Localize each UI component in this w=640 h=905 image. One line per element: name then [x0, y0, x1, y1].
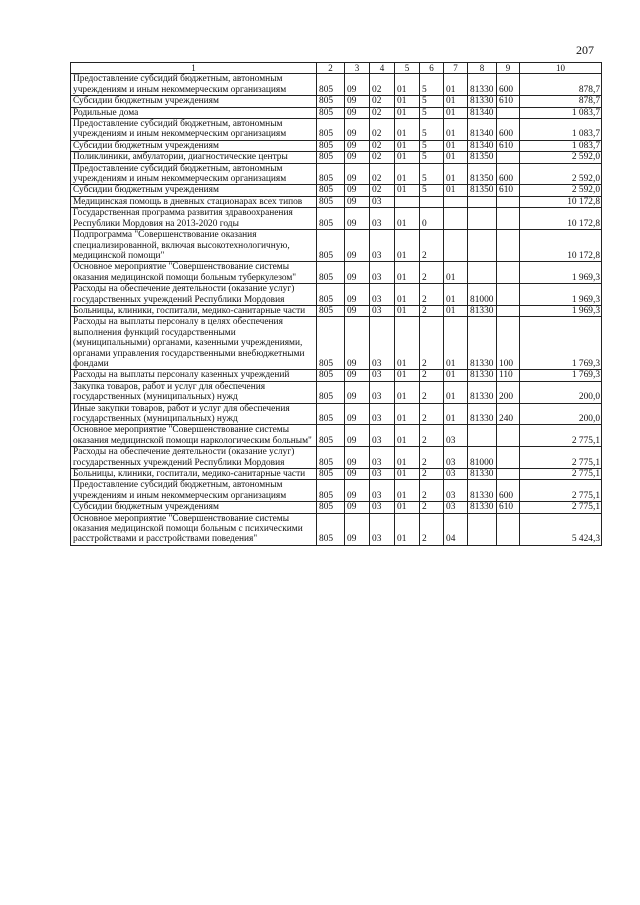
- code-subsection-cell: 03: [370, 425, 395, 447]
- code-direction-cell: 81330: [468, 370, 497, 381]
- code-gov-cell: 805: [317, 305, 345, 316]
- budget-table: [70, 62, 602, 546]
- code-subprogram-cell: 2: [420, 502, 444, 513]
- code-expense-type-cell: [497, 305, 520, 316]
- code-expense-type-cell: 600: [497, 163, 520, 185]
- code-subprogram-cell: 5: [420, 140, 444, 151]
- code-event-cell: 01: [444, 96, 468, 107]
- row-name-cell: Субсидии бюджетным учреждениям: [71, 185, 317, 196]
- code-direction-cell: 81330: [468, 96, 497, 107]
- col-header: 5: [395, 63, 420, 74]
- code-event-cell: 01: [444, 370, 468, 381]
- code-expense-type-cell: [497, 152, 520, 163]
- amount-cell: 2 775,1: [520, 447, 602, 469]
- code-direction-cell: 81330: [468, 480, 497, 502]
- code-direction-cell: [468, 196, 497, 207]
- code-program-cell: 01: [395, 185, 420, 196]
- code-section-cell: 09: [345, 163, 370, 185]
- code-event-cell: 01: [444, 163, 468, 185]
- code-expense-type-cell: 600: [497, 119, 520, 141]
- code-direction-cell: [468, 425, 497, 447]
- row-name-cell: Основное мероприятие "Совершенствование системы оказания медицинской помощи больным с психическими расстройствами и расстройствами поведения": [71, 513, 317, 545]
- col-header: 10: [520, 63, 602, 74]
- code-section-cell: 09: [345, 447, 370, 469]
- row-name-cell: Субсидии бюджетным учреждениям: [71, 502, 317, 513]
- table-row: [71, 119, 602, 141]
- code-program-cell: 01: [395, 403, 420, 425]
- code-subprogram-cell: 2: [420, 370, 444, 381]
- code-event-cell: 01: [444, 403, 468, 425]
- code-subprogram-cell: 5: [420, 152, 444, 163]
- amount-cell: 10 172,8: [520, 196, 602, 207]
- code-program-cell: 01: [395, 305, 420, 316]
- code-section-cell: 09: [345, 74, 370, 96]
- code-expense-type-cell: 110: [497, 370, 520, 381]
- code-expense-type-cell: 100: [497, 317, 520, 370]
- amount-cell: 878,7: [520, 74, 602, 96]
- code-expense-type-cell: [497, 425, 520, 447]
- table-row: [71, 370, 602, 381]
- code-gov-cell: 805: [317, 96, 345, 107]
- code-program-cell: 01: [395, 163, 420, 185]
- code-expense-type-cell: 600: [497, 480, 520, 502]
- table-row: [71, 196, 602, 207]
- table-row: [71, 469, 602, 480]
- table-row: [71, 403, 602, 425]
- table-row: [71, 284, 602, 306]
- code-subsection-cell: 03: [370, 370, 395, 381]
- code-subprogram-cell: 2: [420, 381, 444, 403]
- row-name-cell: Основное мероприятие "Совершенствование системы оказания медицинской помощи наркологическим больным": [71, 425, 317, 447]
- code-event-cell: 01: [444, 140, 468, 151]
- row-name-cell: Субсидии бюджетным учреждениям: [71, 140, 317, 151]
- amount-cell: 2 592,0: [520, 185, 602, 196]
- row-name-cell: Родильные дома: [71, 107, 317, 118]
- code-expense-type-cell: 610: [497, 140, 520, 151]
- code-expense-type-cell: [497, 469, 520, 480]
- amount-cell: 1 769,3: [520, 317, 602, 370]
- row-name-cell: Поликлиники, амбулатории, диагностические центры: [71, 152, 317, 163]
- table-row: [71, 513, 602, 545]
- code-section-cell: 09: [345, 425, 370, 447]
- table-row: [71, 140, 602, 151]
- code-section-cell: 09: [345, 262, 370, 284]
- code-program-cell: 01: [395, 74, 420, 96]
- amount-cell: 1 083,7: [520, 119, 602, 141]
- code-expense-type-cell: 240: [497, 403, 520, 425]
- code-gov-cell: 805: [317, 152, 345, 163]
- code-section-cell: 09: [345, 96, 370, 107]
- col-header: 8: [468, 63, 497, 74]
- table-row: [71, 447, 602, 469]
- code-direction-cell: 81340: [468, 107, 497, 118]
- code-gov-cell: 805: [317, 74, 345, 96]
- amount-cell: 2 592,0: [520, 152, 602, 163]
- code-subprogram-cell: 2: [420, 230, 444, 262]
- code-event-cell: 01: [444, 317, 468, 370]
- col-header: 2: [317, 63, 345, 74]
- code-direction-cell: 81330: [468, 74, 497, 96]
- code-direction-cell: 81340: [468, 119, 497, 141]
- code-subsection-cell: 02: [370, 152, 395, 163]
- code-section-cell: 09: [345, 140, 370, 151]
- code-subsection-cell: 03: [370, 230, 395, 262]
- row-name-cell: Расходы на выплаты персоналу в целях обеспечения выполнения функций государственными (муниципальными) органами, казенными учреждениями, органами управления государственными внебюджетными фондами: [71, 317, 317, 370]
- table-body: [71, 74, 602, 545]
- code-subsection-cell: 02: [370, 107, 395, 118]
- amount-cell: 2 775,1: [520, 469, 602, 480]
- code-event-cell: 01: [444, 262, 468, 284]
- code-subprogram-cell: 5: [420, 163, 444, 185]
- code-subprogram-cell: [420, 196, 444, 207]
- code-gov-cell: 805: [317, 513, 345, 545]
- code-subsection-cell: 02: [370, 74, 395, 96]
- code-direction-cell: 81330: [468, 502, 497, 513]
- code-program-cell: 01: [395, 152, 420, 163]
- code-direction-cell: 81000: [468, 284, 497, 306]
- code-section-cell: 09: [345, 513, 370, 545]
- code-direction-cell: 81330: [468, 305, 497, 316]
- code-expense-type-cell: [497, 447, 520, 469]
- code-expense-type-cell: 610: [497, 502, 520, 513]
- code-section-cell: 09: [345, 196, 370, 207]
- code-section-cell: 09: [345, 284, 370, 306]
- code-program-cell: 01: [395, 447, 420, 469]
- code-section-cell: 09: [345, 469, 370, 480]
- code-subprogram-cell: 2: [420, 425, 444, 447]
- code-direction-cell: 81000: [468, 447, 497, 469]
- code-subprogram-cell: 2: [420, 447, 444, 469]
- table-row: [71, 163, 602, 185]
- table-row: [71, 480, 602, 502]
- code-expense-type-cell: [497, 513, 520, 545]
- code-program-cell: 01: [395, 469, 420, 480]
- amount-cell: 1 769,3: [520, 370, 602, 381]
- code-program-cell: 01: [395, 370, 420, 381]
- code-program-cell: 01: [395, 107, 420, 118]
- table-row: [71, 381, 602, 403]
- amount-cell: 10 172,8: [520, 230, 602, 262]
- row-name-cell: Предоставление субсидий бюджетным, автономным учреждениям и иным некоммерческим организациям: [71, 74, 317, 96]
- code-expense-type-cell: 600: [497, 74, 520, 96]
- code-subsection-cell: 03: [370, 513, 395, 545]
- code-direction-cell: 81330: [468, 381, 497, 403]
- code-expense-type-cell: [497, 262, 520, 284]
- row-name-cell: Основное мероприятие "Совершенствование системы оказания медицинской помощи больным туберкулезом": [71, 262, 317, 284]
- amount-cell: 2 592,0: [520, 163, 602, 185]
- code-gov-cell: 805: [317, 403, 345, 425]
- header-row: [71, 63, 602, 74]
- code-event-cell: 01: [444, 284, 468, 306]
- code-event-cell: 03: [444, 469, 468, 480]
- code-subprogram-cell: 2: [420, 262, 444, 284]
- code-program-cell: 01: [395, 513, 420, 545]
- code-section-cell: 09: [345, 185, 370, 196]
- code-gov-cell: 805: [317, 107, 345, 118]
- row-name-cell: Субсидии бюджетным учреждениям: [71, 96, 317, 107]
- code-event-cell: 03: [444, 447, 468, 469]
- code-direction-cell: 81350: [468, 152, 497, 163]
- amount-cell: 10 172,8: [520, 208, 602, 230]
- code-gov-cell: 805: [317, 196, 345, 207]
- code-subsection-cell: 03: [370, 447, 395, 469]
- code-program-cell: 01: [395, 317, 420, 370]
- row-name-cell: Медицинская помощь в дневных стационарах всех типов: [71, 196, 317, 207]
- code-gov-cell: 805: [317, 370, 345, 381]
- code-subsection-cell: 02: [370, 163, 395, 185]
- amount-cell: 200,0: [520, 403, 602, 425]
- code-program-cell: 01: [395, 502, 420, 513]
- code-event-cell: [444, 208, 468, 230]
- code-subsection-cell: 02: [370, 119, 395, 141]
- code-event-cell: 01: [444, 152, 468, 163]
- code-event-cell: 03: [444, 480, 468, 502]
- code-direction-cell: [468, 513, 497, 545]
- table-row: [71, 107, 602, 118]
- row-name-cell: Подпрограмма "Совершенствование оказания специализированной, включая высокотехнологичную, медицинской помощи": [71, 230, 317, 262]
- code-direction-cell: [468, 262, 497, 284]
- code-event-cell: [444, 230, 468, 262]
- code-gov-cell: 805: [317, 119, 345, 141]
- code-subsection-cell: 02: [370, 185, 395, 196]
- code-event-cell: 03: [444, 502, 468, 513]
- code-subprogram-cell: 2: [420, 284, 444, 306]
- row-name-cell: Предоставление субсидий бюджетным, автономным учреждениям и иным некоммерческим организациям: [71, 163, 317, 185]
- code-section-cell: 09: [345, 230, 370, 262]
- code-event-cell: 04: [444, 513, 468, 545]
- row-name-cell: Закупка товаров, работ и услуг для обеспечения государственных (муниципальных) нужд: [71, 381, 317, 403]
- code-gov-cell: 805: [317, 469, 345, 480]
- code-program-cell: 01: [395, 119, 420, 141]
- code-subprogram-cell: 2: [420, 403, 444, 425]
- amount-cell: 200,0: [520, 381, 602, 403]
- row-name-cell: Иные закупки товаров, работ и услуг для обеспечения государственных (муниципальных) нужд: [71, 403, 317, 425]
- code-direction-cell: 81330: [468, 469, 497, 480]
- code-section-cell: 09: [345, 317, 370, 370]
- code-gov-cell: 805: [317, 185, 345, 196]
- code-section-cell: 09: [345, 152, 370, 163]
- code-section-cell: 09: [345, 403, 370, 425]
- code-expense-type-cell: [497, 208, 520, 230]
- col-header: 7: [444, 63, 468, 74]
- amount-cell: 5 424,3: [520, 513, 602, 545]
- row-name-cell: Предоставление субсидий бюджетным, автономным учреждениям и иным некоммерческим организациям: [71, 119, 317, 141]
- amount-cell: 2 775,1: [520, 425, 602, 447]
- amount-cell: 2 775,1: [520, 502, 602, 513]
- code-expense-type-cell: 610: [497, 185, 520, 196]
- code-program-cell: 01: [395, 284, 420, 306]
- col-header: 6: [420, 63, 444, 74]
- code-subprogram-cell: 2: [420, 469, 444, 480]
- code-gov-cell: 805: [317, 140, 345, 151]
- table-row: [71, 305, 602, 316]
- col-header: 9: [497, 63, 520, 74]
- code-subprogram-cell: 5: [420, 96, 444, 107]
- code-gov-cell: 805: [317, 502, 345, 513]
- code-subsection-cell: 03: [370, 403, 395, 425]
- code-program-cell: 01: [395, 480, 420, 502]
- code-event-cell: 01: [444, 74, 468, 96]
- amount-cell: 1 969,3: [520, 262, 602, 284]
- code-direction-cell: 81340: [468, 140, 497, 151]
- code-subsection-cell: 02: [370, 96, 395, 107]
- code-event-cell: 01: [444, 107, 468, 118]
- table-row: [71, 152, 602, 163]
- code-gov-cell: 805: [317, 317, 345, 370]
- code-direction-cell: 81350: [468, 185, 497, 196]
- code-gov-cell: 805: [317, 262, 345, 284]
- row-name-cell: Больницы, клиники, госпитали, медико-санитарные части: [71, 469, 317, 480]
- amount-cell: 1 969,3: [520, 305, 602, 316]
- table-row: [71, 317, 602, 370]
- code-expense-type-cell: [497, 230, 520, 262]
- code-direction-cell: [468, 208, 497, 230]
- code-event-cell: 01: [444, 119, 468, 141]
- code-event-cell: 03: [444, 425, 468, 447]
- code-program-cell: 01: [395, 425, 420, 447]
- col-header: 1: [71, 63, 317, 74]
- code-gov-cell: 805: [317, 425, 345, 447]
- code-program-cell: 01: [395, 381, 420, 403]
- row-name-cell: Расходы на обеспечение деятельности (оказание услуг) государственных учреждений Республики Мордовия: [71, 284, 317, 306]
- code-subprogram-cell: 5: [420, 74, 444, 96]
- code-section-cell: 09: [345, 208, 370, 230]
- code-program-cell: 01: [395, 140, 420, 151]
- code-gov-cell: 805: [317, 230, 345, 262]
- row-name-cell: Государственная программа развития здравоохранения Республики Мордовия на 2013-2020 годы: [71, 208, 317, 230]
- row-name-cell: Расходы на обеспечение деятельности (оказание услуг) государственных учреждений Республики Мордовия: [71, 447, 317, 469]
- code-subsection-cell: 03: [370, 305, 395, 316]
- code-direction-cell: [468, 230, 497, 262]
- table-row: [71, 425, 602, 447]
- code-expense-type-cell: [497, 196, 520, 207]
- code-subprogram-cell: 2: [420, 513, 444, 545]
- code-expense-type-cell: [497, 284, 520, 306]
- row-name-cell: Больницы, клиники, госпитали, медико-санитарные части: [71, 305, 317, 316]
- code-subsection-cell: 03: [370, 381, 395, 403]
- table-row: [71, 502, 602, 513]
- table-row: [71, 74, 602, 96]
- code-gov-cell: 805: [317, 447, 345, 469]
- table-row: [71, 96, 602, 107]
- code-section-cell: 09: [345, 502, 370, 513]
- code-subsection-cell: 02: [370, 140, 395, 151]
- code-section-cell: 09: [345, 119, 370, 141]
- code-gov-cell: 805: [317, 480, 345, 502]
- col-header: 4: [370, 63, 395, 74]
- amount-cell: 1 083,7: [520, 107, 602, 118]
- code-subsection-cell: 03: [370, 208, 395, 230]
- code-direction-cell: 81330: [468, 317, 497, 370]
- code-program-cell: 01: [395, 96, 420, 107]
- code-section-cell: 09: [345, 305, 370, 316]
- code-subprogram-cell: 2: [420, 305, 444, 316]
- code-gov-cell: 805: [317, 163, 345, 185]
- code-gov-cell: 805: [317, 381, 345, 403]
- code-section-cell: 09: [345, 107, 370, 118]
- code-subprogram-cell: 5: [420, 119, 444, 141]
- code-subsection-cell: 03: [370, 469, 395, 480]
- code-program-cell: 01: [395, 230, 420, 262]
- code-event-cell: 01: [444, 185, 468, 196]
- page-number: 207: [576, 43, 594, 57]
- amount-cell: 1 969,3: [520, 284, 602, 306]
- code-expense-type-cell: 200: [497, 381, 520, 403]
- code-program-cell: [395, 196, 420, 207]
- code-subsection-cell: 03: [370, 196, 395, 207]
- code-subprogram-cell: 2: [420, 480, 444, 502]
- code-gov-cell: 805: [317, 284, 345, 306]
- code-direction-cell: 81330: [468, 403, 497, 425]
- amount-cell: 2 775,1: [520, 480, 602, 502]
- code-section-cell: 09: [345, 381, 370, 403]
- code-subprogram-cell: 5: [420, 107, 444, 118]
- code-section-cell: 09: [345, 480, 370, 502]
- code-direction-cell: 81350: [468, 163, 497, 185]
- code-event-cell: [444, 196, 468, 207]
- code-expense-type-cell: 610: [497, 96, 520, 107]
- row-name-cell: Предоставление субсидий бюджетным, автономным учреждениям и иным некоммерческим организациям: [71, 480, 317, 502]
- code-subsection-cell: 03: [370, 502, 395, 513]
- code-subsection-cell: 03: [370, 262, 395, 284]
- table-row: [71, 262, 602, 284]
- code-subsection-cell: 03: [370, 284, 395, 306]
- row-name-cell: Расходы на выплаты персоналу казенных учреждений: [71, 370, 317, 381]
- code-program-cell: 01: [395, 262, 420, 284]
- code-subsection-cell: 03: [370, 480, 395, 502]
- code-subprogram-cell: 0: [420, 208, 444, 230]
- code-expense-type-cell: [497, 107, 520, 118]
- code-section-cell: 09: [345, 370, 370, 381]
- code-program-cell: 01: [395, 208, 420, 230]
- table-row: [71, 185, 602, 196]
- code-event-cell: 01: [444, 305, 468, 316]
- amount-cell: 878,7: [520, 96, 602, 107]
- code-subsection-cell: 03: [370, 317, 395, 370]
- code-subprogram-cell: 2: [420, 317, 444, 370]
- table-row: [71, 230, 602, 262]
- code-event-cell: 01: [444, 381, 468, 403]
- code-subprogram-cell: 5: [420, 185, 444, 196]
- amount-cell: 1 083,7: [520, 140, 602, 151]
- code-gov-cell: 805: [317, 208, 345, 230]
- table-row: [71, 208, 602, 230]
- col-header: 3: [345, 63, 370, 74]
